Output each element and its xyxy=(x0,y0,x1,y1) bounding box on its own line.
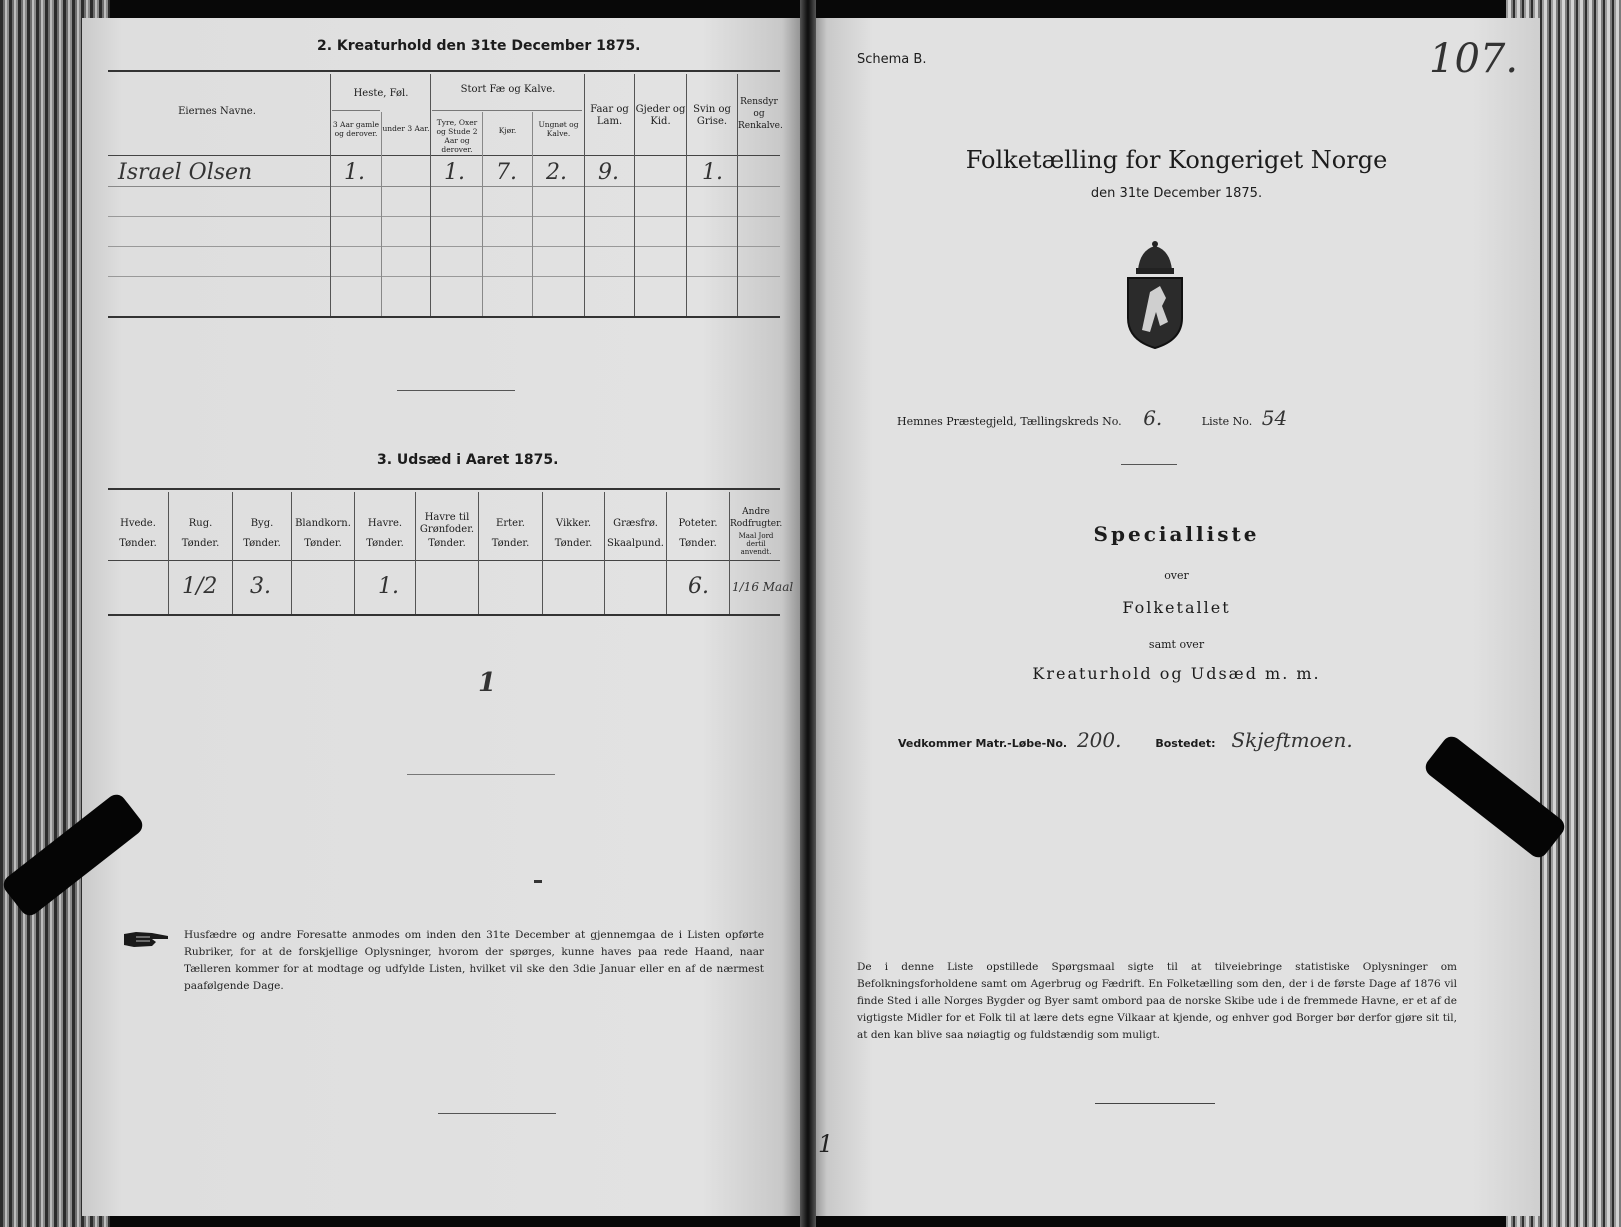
seed-header-name: Græsfrø. xyxy=(613,518,658,529)
seed-col-divider xyxy=(232,492,233,614)
seed-header-hvede xyxy=(108,518,168,550)
livestock-col-divider xyxy=(330,74,331,316)
cows-cell: 7. xyxy=(496,160,517,185)
livestock-col-divider xyxy=(532,112,533,316)
stray-ink-mark: 1 xyxy=(478,668,497,698)
stray-ink-mark: 1 xyxy=(818,1130,834,1158)
seed-header-name: Andre Rodfrugter. xyxy=(730,507,783,529)
goats-header: Gjeder og Kid. xyxy=(635,104,686,127)
book-spine xyxy=(800,0,816,1227)
seed-value-rug: 1/2 xyxy=(182,574,218,599)
seed-header-unit: Maal Jord dertil anvendt. xyxy=(738,532,774,556)
separator-rule xyxy=(438,1113,556,1114)
section2-title: 2. Kreaturhold den 31te December 1875. xyxy=(317,38,641,54)
matr-label: Vedkommer Matr.-Løbe-No. xyxy=(898,737,1068,750)
seed-header-unit: Tønder. xyxy=(554,538,593,549)
seed-header-name: Havre til Grønfoder. xyxy=(419,512,475,535)
seed-header-unit: Tønder. xyxy=(119,538,157,549)
folio-number: 107. xyxy=(1429,36,1519,82)
cattle-header: Stort Fæ og Kalve. xyxy=(460,84,556,95)
matr-number: 200. xyxy=(1076,728,1122,752)
seed-header-havre-gronfoder xyxy=(416,512,478,550)
over-label: over xyxy=(1164,569,1189,582)
seed-header-havre xyxy=(355,518,415,550)
seed-col-divider xyxy=(604,492,605,614)
seed-col-divider xyxy=(542,492,543,614)
livestock-row-rule xyxy=(108,216,780,217)
seed-header-byg xyxy=(233,518,291,550)
livestock-col-divider xyxy=(430,74,431,316)
seed-header-unit: Tønder. xyxy=(491,538,530,549)
seed-value-byg: 3. xyxy=(250,574,271,599)
seed-header-unit: Tønder. xyxy=(181,538,220,549)
seed-header-unit: Tønder. xyxy=(679,538,717,549)
seed-header-unit: Tønder. xyxy=(428,538,466,549)
main-title: Folketælling for Kongeriget Norge xyxy=(965,146,1388,174)
seed-header-poteter xyxy=(667,518,729,550)
livestock-table-top-rule xyxy=(108,70,780,72)
footnote-text: Husfædre og andre Foresatte anmodes om inden den 31te December at gjennemgaa de i Listen opførte Rubriker, for at de forskjellige Oplysninger, hvorom der spørges, kunne haves paa rede Haand, naar Tælleren kommer for at modtage og udfylde Listen, hvilket vil ske den 3die Januar eller en af de nærmest paafølgende Dage. xyxy=(184,929,764,992)
livestock-col-divider xyxy=(381,112,382,316)
seed-header-rodfrugter xyxy=(730,506,782,556)
cattle-subheader-rule xyxy=(432,110,582,111)
bosted-value: Skjeftmoen. xyxy=(1231,728,1353,752)
seed-header-blandkorn xyxy=(292,518,354,550)
seed-header-name: Poteter. xyxy=(678,518,718,529)
seed-header-vikker xyxy=(543,518,604,550)
schema-label: Schema B. xyxy=(857,52,927,67)
livestock-header-rule xyxy=(108,155,780,156)
samt-over-label: samt over xyxy=(1148,638,1205,651)
seed-value-poteter: 6. xyxy=(688,574,709,599)
livestock-col-divider xyxy=(482,112,483,316)
ink-dot xyxy=(534,880,542,883)
seed-header-name: Byg. xyxy=(250,518,274,529)
seed-header-name: Rug. xyxy=(188,518,213,529)
seed-table-top-rule xyxy=(108,488,780,490)
seed-header-unit: Tønder. xyxy=(304,538,342,549)
seed-col-divider xyxy=(478,492,479,614)
pointing-hand-icon xyxy=(122,928,170,950)
bosted-label: Bostedet: xyxy=(1155,737,1216,750)
right-page xyxy=(813,18,1540,1216)
sheep-cell: 9. xyxy=(598,160,619,185)
bulls-cell: 1. xyxy=(444,160,465,185)
section3-title: 3. Udsæd i Aaret 1875. xyxy=(377,452,559,468)
folketallet-label: Folketallet xyxy=(1122,598,1231,617)
sheep-header: Faar og Lam. xyxy=(590,104,629,127)
seed-header-name: Blandkorn. xyxy=(295,518,351,529)
seed-value-havre: 1. xyxy=(378,574,399,599)
young-cattle-cell: 2. xyxy=(546,160,567,185)
left-page xyxy=(82,18,804,1216)
intro-text: De i denne Liste opstillede Spørgsmaal sigte til at tilveiebringe statistiske Oplysninger om Befolkningsforholdene samt om Agerbrug og Fædrift. En Folketælling som den, der i de første Dage af 1876 vil finde Sted i alle Norges Bygder og Byer samt ombord paa de norske Skibe ude i de fremmede Havne, er et af de vigtigste Midler for et Folk til at lære dets egne Vilkaar at kjende, og enhver god Borger bør derfor gjøre sit til, at den kan blive saa nøiagtig og fuldstændig som muligt. xyxy=(857,961,1457,1041)
seed-col-divider xyxy=(354,492,355,614)
young-cattle-header: Ungnøt og Kalve. xyxy=(538,120,579,138)
horses-header: Heste, Føl. xyxy=(353,88,409,99)
livestock-row-rule xyxy=(108,246,780,247)
reindeer-header: Rensdyr og Renkalve. xyxy=(738,97,783,131)
list-number: 54 xyxy=(1261,406,1288,430)
horses-3plus-header: 3 Aar gamle og derover. xyxy=(332,120,380,138)
livestock-table-bottom-rule xyxy=(108,316,780,318)
bulls-header: Tyre, Oxer og Stude 2 Aar og derover. xyxy=(436,118,478,154)
pigs-header: Svin og Grise. xyxy=(693,104,731,127)
district-line xyxy=(897,406,1287,430)
seed-header-rug xyxy=(169,518,232,550)
horses-under3-header: under 3 Aar. xyxy=(382,124,430,133)
kreaturhold-label: Kreaturhold og Udsæd m. m. xyxy=(1032,664,1321,683)
seed-table-bottom-rule xyxy=(108,614,780,616)
livestock-row-rule xyxy=(108,186,780,187)
separator-rule xyxy=(407,774,555,775)
seed-col-divider xyxy=(168,492,169,614)
seed-col-divider xyxy=(415,492,416,614)
seed-header-name: Hvede. xyxy=(120,518,156,529)
date-line: den 31te December 1875. xyxy=(1090,186,1263,201)
seed-header-unit: Tønder. xyxy=(243,538,281,549)
list-label: Liste No. xyxy=(1201,415,1253,428)
seed-header-graesfro xyxy=(605,518,666,550)
seed-header-name: Vikker. xyxy=(555,518,592,529)
district-label: Hemnes Præstegjeld, Tællingskreds No. xyxy=(897,415,1122,428)
seed-col-divider xyxy=(291,492,292,614)
horses-3plus-cell: 1. xyxy=(344,160,365,185)
separator-rule xyxy=(1095,1103,1215,1104)
seed-value-rodfrugter: 1/16 Maal xyxy=(732,580,794,594)
seed-header-rule xyxy=(108,560,780,561)
horses-subheader-rule xyxy=(332,110,380,111)
owner-name-header: Eiernes Navne. xyxy=(178,106,256,117)
specialliste-title: Specialliste xyxy=(1093,522,1260,546)
separator-rule xyxy=(1121,464,1177,465)
pigs-cell: 1. xyxy=(702,160,723,185)
seed-header-erter xyxy=(479,518,542,550)
livestock-row-rule xyxy=(108,276,780,277)
matr-line xyxy=(898,728,1353,752)
norway-coat-of-arms-icon xyxy=(1120,240,1190,350)
seed-header-name: Havre. xyxy=(367,518,403,529)
seed-col-divider xyxy=(666,492,667,614)
separator-rule xyxy=(397,390,515,391)
seed-header-unit: Skaalpund. xyxy=(607,538,664,549)
seed-header-unit: Tønder. xyxy=(366,538,404,549)
seed-header-name: Erter. xyxy=(496,518,525,529)
cows-header: Kjør. xyxy=(498,126,517,135)
district-number: 6. xyxy=(1143,406,1163,430)
owner-name-cell: Israel Olsen xyxy=(118,160,253,185)
